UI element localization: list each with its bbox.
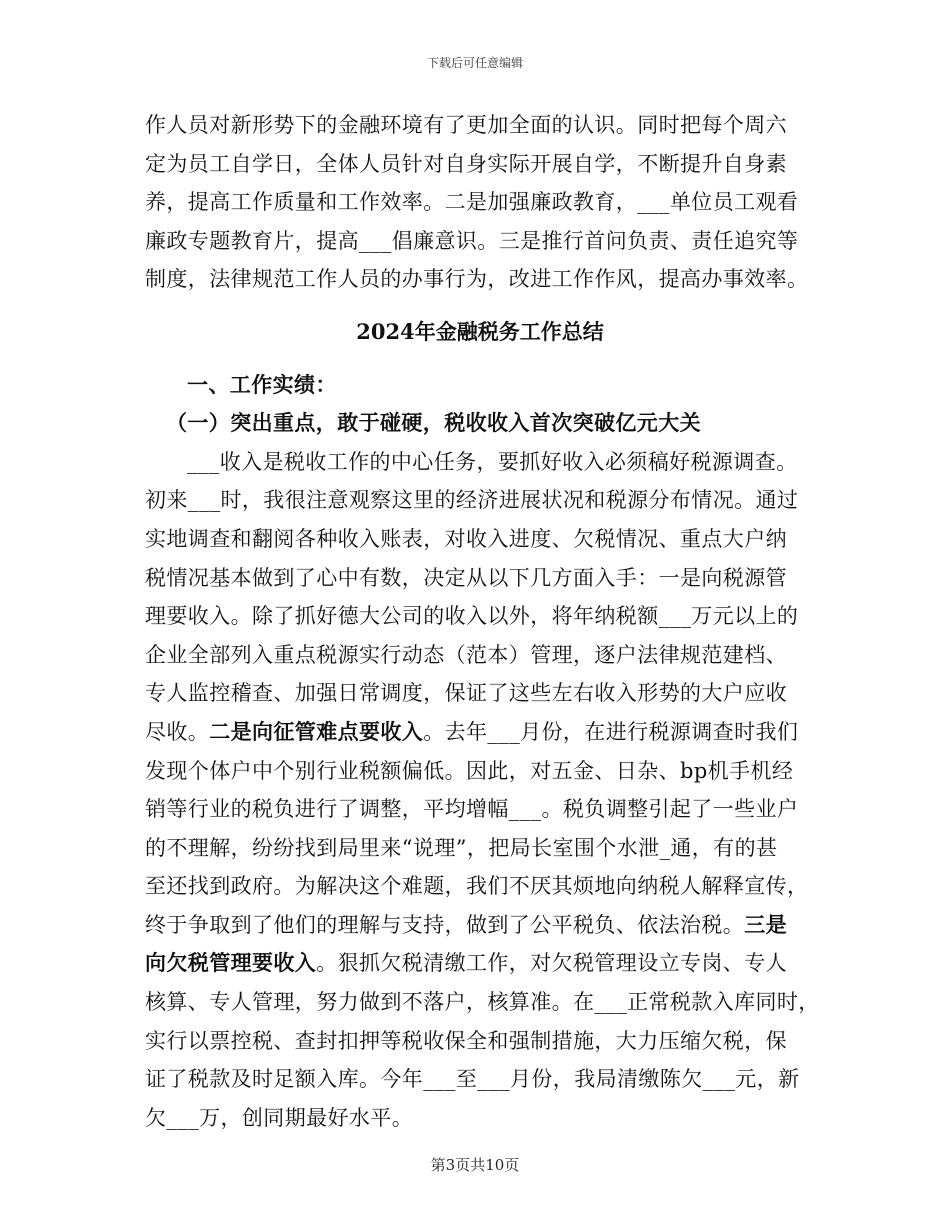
body-line-13 [145, 906, 815, 945]
intro-line-3: 养，提高工作质量和工作效率。二是加强廉政教育，___单位员工观看 [145, 190, 799, 215]
body-line-9: 发现个体户中个别行业税额偏低。因此，对五金、日杂、bp机手机经 [145, 758, 794, 783]
body-text: 。去年___月份，在进行税源调查时我们 [423, 719, 799, 744]
body-text: 。狠抓欠税清缴工作，对欠税管理设立专岗、专人 [316, 951, 788, 976]
emphasis-text: 三是 [744, 911, 788, 937]
body-line-6: 企业全部列入重点税源实行动态（范本）管理，逐户法律规范建档、 [145, 642, 787, 667]
body-line-14 [145, 944, 815, 983]
intro-line-5: 制度，法律规范工作人员的办事行为，改进工作作风，提高办事效率。 [145, 267, 809, 292]
section-heading: 一、工作实绩： [187, 371, 337, 397]
body-line-8 [145, 713, 815, 752]
header-note: 下载后可任意编辑 [426, 56, 523, 70]
emphasis-text: 向欠税管理要收入 [145, 950, 317, 976]
intro-line-4: 廉政专题教育片，提高___倡廉意识。三是推行首问负责、责任追究等 [145, 228, 799, 253]
emphasis-text: 二是向征管难点要收入 [209, 718, 424, 744]
body-line-11: 的不理解，纷纷找到局里来“说理”，把局长室围个水泄_通，有的甚 [145, 835, 778, 860]
page-footer: 第3页共10页 [430, 1156, 520, 1174]
body-line-4: 税情况基本做到了心中有数，决定从以下几方面入手：一是向税源管 [145, 565, 787, 590]
body-line-1: ___收入是税收工作的中心任务，要抓好收入必须稿好税源调查。 [187, 449, 798, 474]
document-title: 2024年金融税务工作总结 [356, 318, 604, 344]
body-text: 终于争取到了他们的理解与支持，做到了公平税负、依法治税。 [145, 912, 745, 937]
intro-line-1: 作人员对新形势下的金融环境有了更加全面的认识。同时把每个周六 [145, 113, 787, 137]
body-line-5: 理要收入。除了抓好德大公司的收入以外，将年纳税额___万元以上的 [145, 604, 799, 629]
body-line-16: 实行以票控税、查封扣押等税收保全和强制措施，大力压缩欠税，保 [145, 1028, 787, 1053]
subsection-heading: （一）突出重点，敢于碰硬，税收收入首次突破亿元大关 [166, 410, 701, 436]
body-line-18: 欠___万，创同期最好水平。 [145, 1105, 414, 1130]
body-line-3: 实地调查和翻阅各种收入账表，对收入进度、欠税情况、重点大户纳 [145, 526, 787, 551]
body-line-7: 专人监控稽查、加强日常调度，保证了这些左右收入形势的大户应收 [145, 681, 787, 706]
body-line-12: 至还找到政府。为解决这个难题，我们不厌其烦地向纳税人解释宣传， [145, 874, 809, 899]
intro-line-2: 定为员工自学日，全体人员针对自身实际开展自学，不断提升自身素 [145, 151, 787, 176]
body-line-2: 初来___时，我很注意观察这里的经济进展状况和税源分布情况。通过 [145, 488, 799, 513]
body-line-17: 证了税款及时足额入库。今年___至___月份，我局清缴陈欠___元，新 [145, 1067, 800, 1092]
body-text: 尽收。 [145, 719, 210, 744]
body-line-15: 核算、专人管理，努力做到不落户，核算准。在___正常税款入库同时， [145, 990, 820, 1015]
document-body [145, 106, 820, 1137]
body-line-10: 销等行业的税负进行了调整，平均增幅___。税负调整引起了一些业户 [145, 797, 799, 822]
